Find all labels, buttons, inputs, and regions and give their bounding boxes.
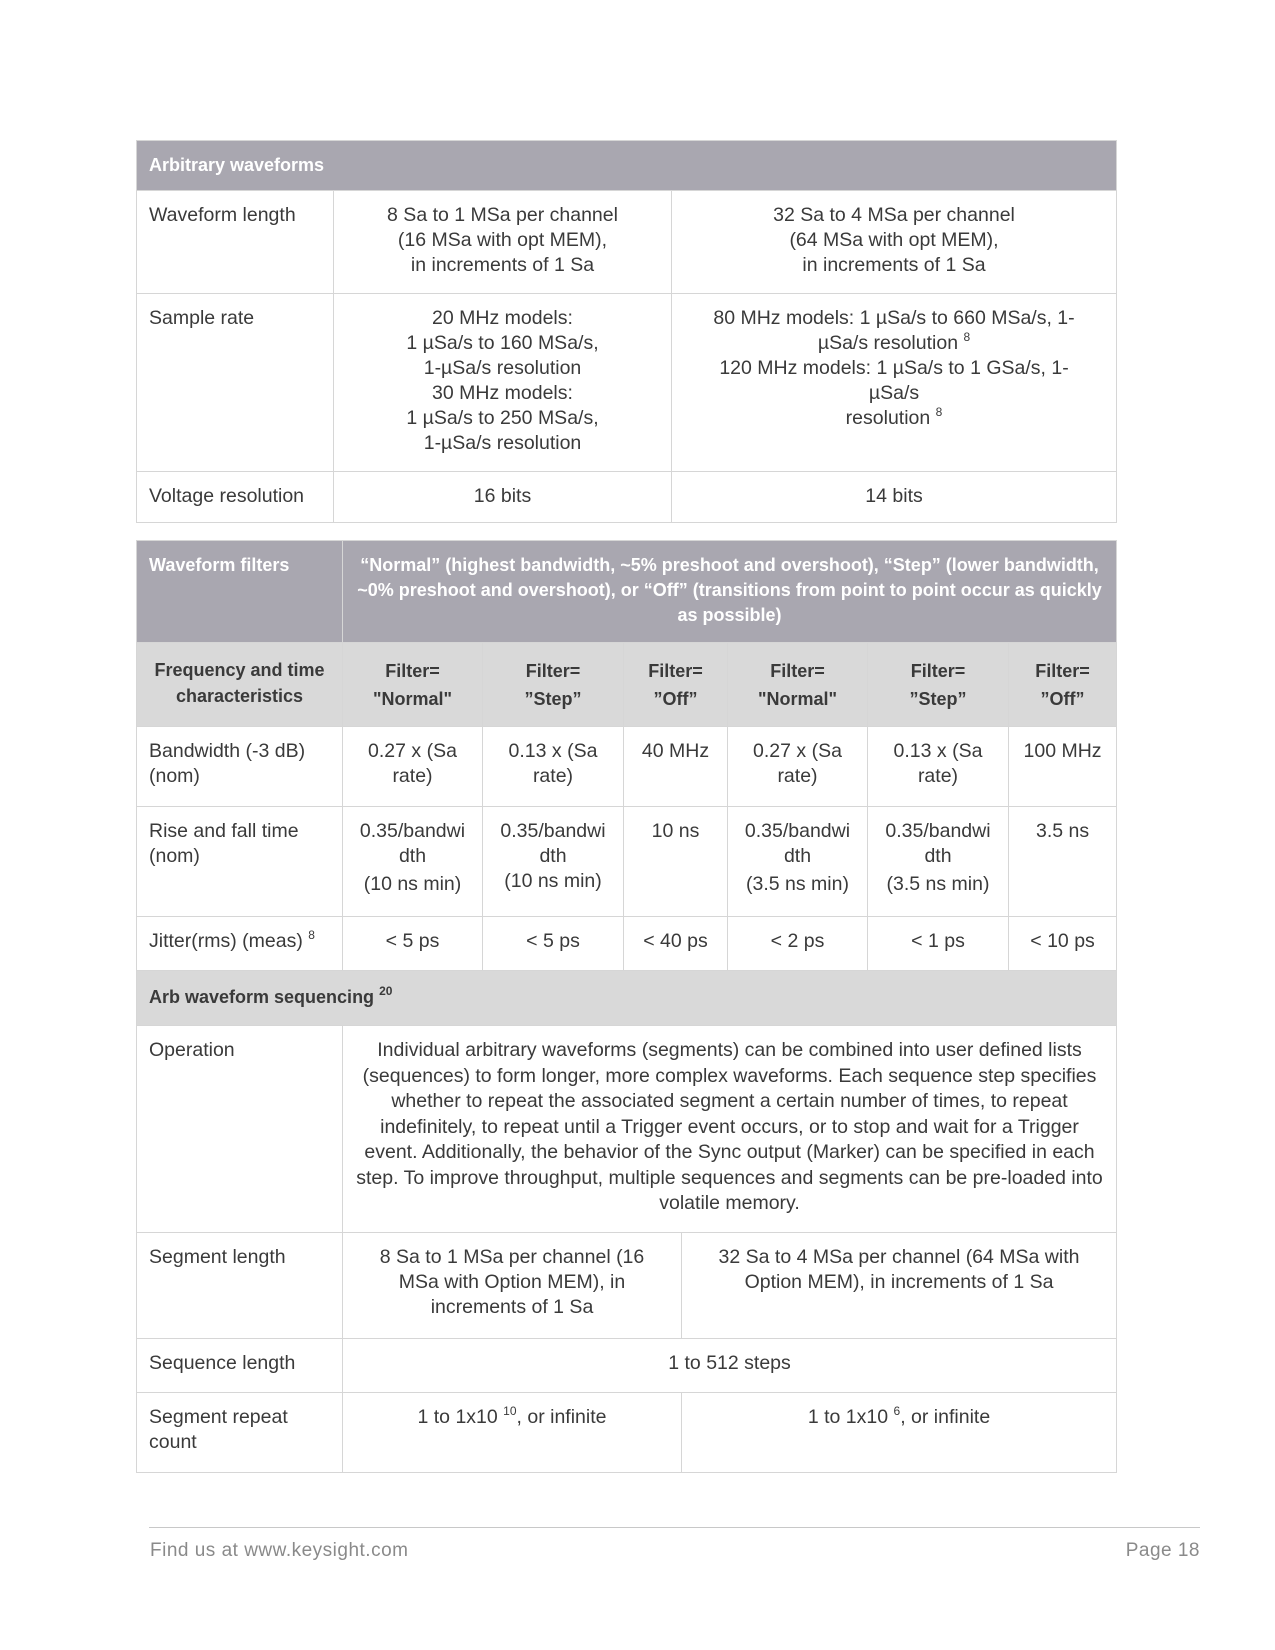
segment-length-value-2: 32 Sa to 4 MSa per channel (64 MSa with Option MEM), in increments of 1 Sa	[682, 1233, 1117, 1339]
footer-divider	[149, 1527, 1200, 1528]
filter-column-header: Filter= "Normal"	[343, 643, 483, 727]
waveform-length-label: Waveform length	[137, 191, 334, 294]
rise-fall-cell: 0.35/bandwi dth (3.5 ns min)	[728, 807, 868, 917]
filter-column-header: Filter= ”Off”	[624, 643, 728, 727]
rise-fall-cell: 0.35/bandwi dth (3.5 ns min)	[868, 807, 1009, 917]
jitter-cell: < 5 ps	[483, 917, 624, 971]
filter-column-header: Filter= "Normal"	[728, 643, 868, 727]
segment-repeat-value-1: 1 to 1x10 $^{10}$, or infinite	[343, 1393, 682, 1473]
bandwidth-cell: 40 MHz	[624, 727, 728, 807]
rise-fall-cell: 0.35/bandwi dth (10 ns min)	[343, 807, 483, 917]
voltage-resolution-label: Voltage resolution	[137, 472, 334, 523]
jitter-cell: < 40 ps	[624, 917, 728, 971]
rise-fall-cell: 10 ns	[624, 807, 728, 917]
arbitrary-waveforms-header: Arbitrary waveforms	[137, 141, 1117, 191]
sample-rate-label: Sample rate	[137, 294, 334, 472]
operation-label: Operation	[137, 1026, 343, 1233]
page-number: Page 18	[1125, 1540, 1200, 1561]
jitter-cell: < 5 ps	[343, 917, 483, 971]
sequence-length-label: Sequence length	[137, 1339, 343, 1393]
operation-description: Individual arbitrary waveforms (segments) can be combined into user defined lists (sequences) to form longer, more complex waveforms. Each sequence step specifies whether to repeat the associated segment a certain number of times, to repeat indefinitely, to repeat until a Trigger event occurs, or to stop and wait for a Trigger event. Additionally, the behavior of the Sync output (Marker) can be specified in each step. To improve throughput, multiple sequences and segments can be pre-loaded into volatile memory.	[343, 1026, 1117, 1233]
exponent: 10	[503, 1404, 517, 1418]
rise-fall-time-label: Rise and fall time (nom)	[137, 807, 343, 917]
arb-sequencing-table	[136, 970, 1117, 1473]
frequency-time-characteristics-header: Frequency and time characteristics	[137, 643, 343, 727]
jitter-cell: < 1 ps	[868, 917, 1009, 971]
waveform-length-value-1: 8 Sa to 1 MSa per channel (16 MSa with opt MEM), in increments of 1 Sa	[334, 191, 672, 294]
bandwidth-cell: 100 MHz	[1009, 727, 1117, 807]
footnote-ref: 8	[963, 330, 971, 344]
segment-repeat-count-label: Segment repeat count	[137, 1393, 343, 1473]
voltage-resolution-value-1: 16 bits	[334, 472, 672, 523]
bandwidth-cell: 0.13 x (Sa rate)	[868, 727, 1009, 807]
rise-fall-cell: 3.5 ns	[1009, 807, 1117, 917]
exponent: 6	[893, 1404, 901, 1418]
bandwidth-cell: 0.27 x (Sa rate)	[343, 727, 483, 807]
jitter-cell: < 10 ps	[1009, 917, 1117, 971]
footer-website[interactable]: Find us at www.keysight.com	[150, 1540, 409, 1561]
voltage-resolution-value-2: 14 bits	[672, 472, 1117, 523]
segment-length-label: Segment length	[137, 1233, 343, 1339]
jitter-cell: < 2 ps	[728, 917, 868, 971]
waveform-filters-header: Waveform filters	[137, 541, 343, 643]
footnote-ref: 8	[935, 405, 943, 419]
segment-repeat-value-2: 1 to 1x10 $^6$, or infinite	[682, 1393, 1117, 1473]
rise-fall-cell: 0.35/bandwi dth (10 ns min)	[483, 807, 624, 917]
waveform-filters-table	[136, 540, 1117, 971]
arb-sequencing-header: Arb waveform sequencing $^{20}$	[137, 971, 1117, 1026]
sequence-length-value: 1 to 512 steps	[343, 1339, 1117, 1393]
sample-rate-value-2: 80 MHz models: 1 µSa/s to 660 MSa/s, 1- µSa/s resolution $^8$ 120 MHz models: 1 µSa/s to 1 GSa/s, 1- µSa/s resolution $^8$	[672, 294, 1117, 472]
segment-length-value-1: 8 Sa to 1 MSa per channel (16 MSa with Option MEM), in increments of 1 Sa	[343, 1233, 682, 1339]
sample-rate-value-1: 20 MHz models: 1 µSa/s to 160 MSa/s, 1-µSa/s resolution 30 MHz models: 1 µSa/s to 250 MSa/s, 1-µSa/s resolution	[334, 294, 672, 472]
filter-column-header: Filter= ”Step”	[483, 643, 624, 727]
bandwidth-cell: 0.13 x (Sa rate)	[483, 727, 624, 807]
arbitrary-waveforms-table	[136, 140, 1117, 523]
filter-column-header: Filter= ”Off”	[1009, 643, 1117, 727]
waveform-length-value-2: 32 Sa to 4 MSa per channel (64 MSa with opt MEM), in increments of 1 Sa	[672, 191, 1117, 294]
filter-column-header: Filter= ”Step”	[868, 643, 1009, 727]
footnote-ref: 8	[308, 928, 315, 942]
footnote-ref: 20	[379, 984, 393, 998]
jitter-label: Jitter(rms) (meas) $^8$	[137, 917, 343, 971]
waveform-filters-description: “Normal” (highest bandwidth, ~5% preshoot and overshoot), “Step” (lower bandwidth, ~0% preshoot and overshoot), or “Off” (transitions from point to point occur as quickly as possible)	[343, 541, 1117, 643]
bandwidth-label: Bandwidth (-3 dB)(nom)	[137, 727, 343, 807]
bandwidth-cell: 0.27 x (Sa rate)	[728, 727, 868, 807]
